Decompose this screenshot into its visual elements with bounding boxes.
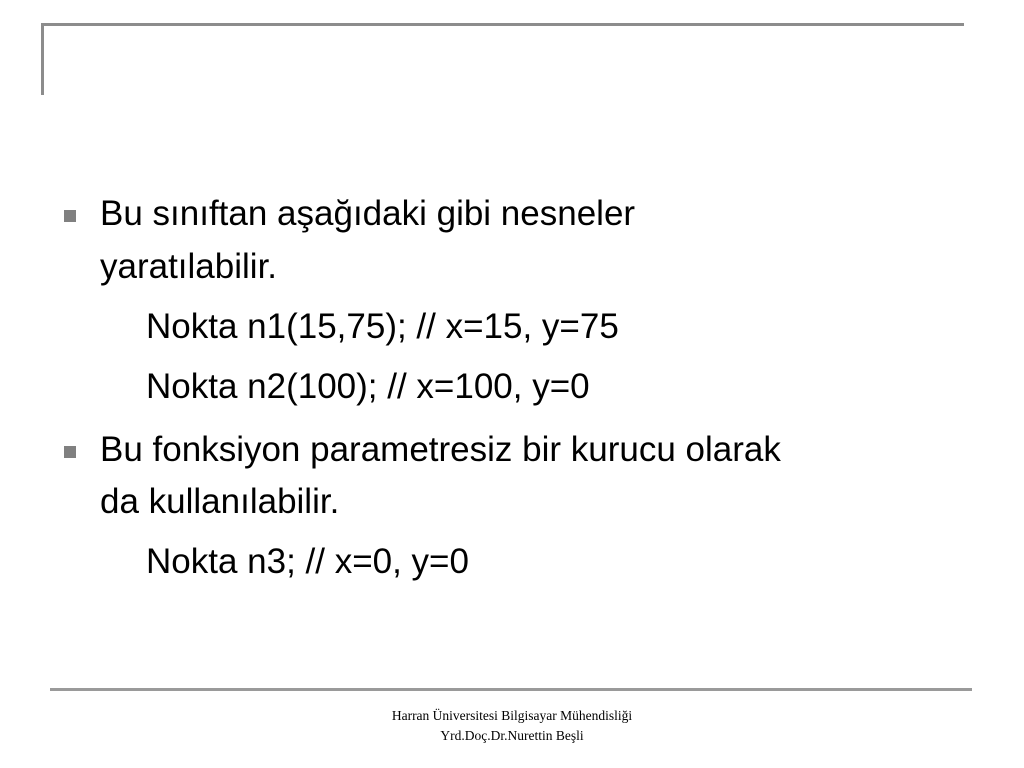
bullet-marker-1 [64, 210, 76, 222]
footer-rule [50, 688, 972, 691]
bullet-marker-2 [64, 446, 76, 458]
bullet-2-line-1: Bu fonksiyon parametresiz bir kurucu olarak [100, 430, 781, 469]
code-line-n2: Nokta n2(100); // x=100, y=0 [146, 367, 590, 406]
code-line-n1: Nokta n1(15,75); // x=15, y=75 [146, 307, 619, 346]
bullet-1-line-2: yaratılabilir. [100, 247, 278, 286]
bullet-2-line-2: da kullanılabilir. [100, 482, 340, 521]
footer-line-author: Yrd.Doç.Dr.Nurettin Beşli [440, 728, 584, 743]
footer-line-university: Harran Üniversitesi Bilgisayar Mühendisliği [391, 708, 633, 723]
footer [0, 706, 1024, 746]
bullet-1-line-1: Bu sınıftan aşağıdaki gibi nesneler [100, 194, 636, 233]
code-line-n3: Nokta n3; // x=0, y=0 [146, 542, 469, 581]
